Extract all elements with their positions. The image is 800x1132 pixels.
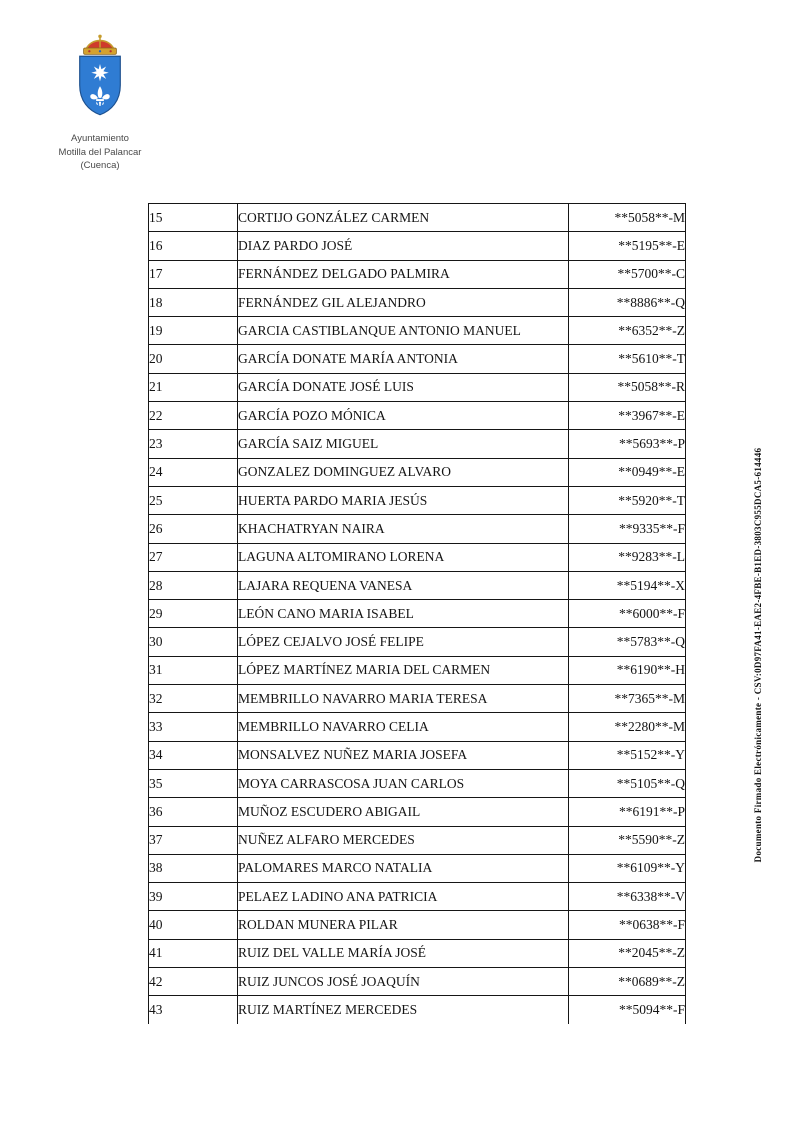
person-dni-cell: **5693**-P — [569, 430, 686, 458]
person-name-cell: GARCÍA DONATE MARÍA ANTONIA — [238, 345, 569, 373]
crown-icon — [84, 35, 117, 55]
person-name-cell: RUIZ MARTÍNEZ MERCEDES — [238, 996, 569, 1024]
row-number-cell: 23 — [149, 430, 238, 458]
row-number-cell: 36 — [149, 798, 238, 826]
person-name-cell: FERNÁNDEZ DELGADO PALMIRA — [238, 260, 569, 288]
row-number-cell: 21 — [149, 373, 238, 401]
row-number-cell: 31 — [149, 656, 238, 684]
row-number-cell: 18 — [149, 288, 238, 316]
person-name-cell: LEÓN CANO MARIA ISABEL — [238, 600, 569, 628]
organization-name — [20, 132, 180, 173]
row-number-cell: 35 — [149, 769, 238, 797]
person-name-cell: LÓPEZ MARTÍNEZ MARIA DEL CARMEN — [238, 656, 569, 684]
row-number-cell: 25 — [149, 486, 238, 514]
person-dni-cell: **6000**-F — [569, 600, 686, 628]
person-dni-cell: **5920**-T — [569, 486, 686, 514]
table-row — [149, 798, 686, 826]
row-number-cell: 28 — [149, 571, 238, 599]
person-name-cell: MUÑOZ ESCUDERO ABIGAIL — [238, 798, 569, 826]
row-number-cell: 38 — [149, 854, 238, 882]
table-row — [149, 713, 686, 741]
person-dni-cell: **5783**-Q — [569, 628, 686, 656]
person-name-cell: GARCÍA DONATE JOSÉ LUIS — [238, 373, 569, 401]
table-row — [149, 741, 686, 769]
row-number-cell: 19 — [149, 317, 238, 345]
municipal-header — [20, 32, 180, 173]
person-dni-cell: **5105**-Q — [569, 769, 686, 797]
person-dni-cell: **6109**-Y — [569, 854, 686, 882]
person-dni-cell: **8886**-Q — [569, 288, 686, 316]
organization-line-2: Motilla del Palancar — [58, 146, 142, 158]
organization-line-1: Ayuntamiento — [71, 133, 129, 144]
table-row — [149, 769, 686, 797]
person-dni-cell: **5058**-R — [569, 373, 686, 401]
person-name-cell: FERNÁNDEZ GIL ALEJANDRO — [238, 288, 569, 316]
row-number-cell: 34 — [149, 741, 238, 769]
row-number-cell: 24 — [149, 458, 238, 486]
table-row — [149, 883, 686, 911]
person-name-cell: GARCÍA POZO MÓNICA — [238, 402, 569, 430]
table-row — [149, 600, 686, 628]
table-row — [149, 458, 686, 486]
row-number-cell: 30 — [149, 628, 238, 656]
row-number-cell: 17 — [149, 260, 238, 288]
table-row — [149, 204, 686, 232]
row-number-cell: 32 — [149, 685, 238, 713]
person-dni-cell: **5700**-C — [569, 260, 686, 288]
table-row — [149, 911, 686, 939]
electronic-signature-csv-text: Documento Firmado Electrónicamente - CSV:0D97FA41-EAE2-4FBE-B1ED-3803C955DCA5-614446 — [753, 447, 763, 863]
table-row — [149, 430, 686, 458]
row-number-cell: 22 — [149, 402, 238, 430]
person-name-cell: KHACHATRYAN NAIRA — [238, 515, 569, 543]
person-dni-cell: **5610**-T — [569, 345, 686, 373]
person-name-cell: MONSALVEZ NUÑEZ MARIA JOSEFA — [238, 741, 569, 769]
row-number-cell: 29 — [149, 600, 238, 628]
person-name-cell: PALOMARES MARCO NATALIA — [238, 854, 569, 882]
person-dni-cell: **5058**-M — [569, 204, 686, 232]
table-row — [149, 288, 686, 316]
person-dni-cell: **0689**-Z — [569, 968, 686, 996]
row-number-cell: 20 — [149, 345, 238, 373]
person-dni-cell: **6190**-H — [569, 656, 686, 684]
table-row — [149, 260, 686, 288]
person-name-cell: GONZALEZ DOMINGUEZ ALVARO — [238, 458, 569, 486]
persons-table-body — [149, 204, 686, 1024]
person-dni-cell: **6338**-V — [569, 883, 686, 911]
person-name-cell: GARCIA CASTIBLANQUE ANTONIO MANUEL — [238, 317, 569, 345]
person-dni-cell: **6352**-Z — [569, 317, 686, 345]
person-name-cell: RUIZ DEL VALLE MARÍA JOSÉ — [238, 939, 569, 967]
row-number-cell: 27 — [149, 543, 238, 571]
table-row — [149, 402, 686, 430]
person-dni-cell: **5094**-F — [569, 996, 686, 1024]
person-dni-cell: **2045**-Z — [569, 939, 686, 967]
table-row — [149, 939, 686, 967]
table-row — [149, 345, 686, 373]
table-row — [149, 854, 686, 882]
person-dni-cell: **5590**-Z — [569, 826, 686, 854]
table-row — [149, 968, 686, 996]
table-row — [149, 996, 686, 1024]
coat-of-arms-icon — [71, 32, 129, 125]
table-row — [149, 232, 686, 260]
person-name-cell: DIAZ PARDO JOSÉ — [238, 232, 569, 260]
table-row — [149, 317, 686, 345]
table-row — [149, 486, 686, 514]
person-dni-cell: **3967**-E — [569, 402, 686, 430]
table-row — [149, 656, 686, 684]
table-row — [149, 685, 686, 713]
person-name-cell: LAGUNA ALTOMIRANO LORENA — [238, 543, 569, 571]
person-dni-cell: **5152**-Y — [569, 741, 686, 769]
row-number-cell: 26 — [149, 515, 238, 543]
row-number-cell: 41 — [149, 939, 238, 967]
row-number-cell: 40 — [149, 911, 238, 939]
person-name-cell: GARCÍA SAIZ MIGUEL — [238, 430, 569, 458]
row-number-cell: 37 — [149, 826, 238, 854]
person-dni-cell: **9283**-L — [569, 543, 686, 571]
person-dni-cell: **7365**-M — [569, 685, 686, 713]
person-name-cell: NUÑEZ ALFARO MERCEDES — [238, 826, 569, 854]
star-icon — [91, 64, 108, 81]
table-row — [149, 826, 686, 854]
row-number-cell: 43 — [149, 996, 238, 1024]
table-row — [149, 373, 686, 401]
person-dni-cell: **0949**-E — [569, 458, 686, 486]
person-name-cell: MOYA CARRASCOSA JUAN CARLOS — [238, 769, 569, 797]
organization-line-3: (Cuenca) — [80, 160, 120, 171]
person-name-cell: MEMBRILLO NAVARRO MARIA TERESA — [238, 685, 569, 713]
row-number-cell: 16 — [149, 232, 238, 260]
row-number-cell: 42 — [149, 968, 238, 996]
person-dni-cell: **6191**-P — [569, 798, 686, 826]
person-name-cell: PELAEZ LADINO ANA PATRICIA — [238, 883, 569, 911]
person-name-cell: MEMBRILLO NAVARRO CELIA — [238, 713, 569, 741]
person-name-cell: LAJARA REQUENA VANESA — [238, 571, 569, 599]
person-name-cell: HUERTA PARDO MARIA JESÚS — [238, 486, 569, 514]
persons-table — [148, 203, 686, 1024]
row-number-cell: 39 — [149, 883, 238, 911]
person-name-cell: CORTIJO GONZÁLEZ CARMEN — [238, 204, 569, 232]
table-row — [149, 571, 686, 599]
row-number-cell: 15 — [149, 204, 238, 232]
person-dni-cell: **9335**-F — [569, 515, 686, 543]
person-name-cell: RUIZ JUNCOS JOSÉ JOAQUÍN — [238, 968, 569, 996]
person-dni-cell: **2280**-M — [569, 713, 686, 741]
table-row — [149, 628, 686, 656]
person-dni-cell: **5194**-X — [569, 571, 686, 599]
table-row — [149, 543, 686, 571]
person-name-cell: ROLDAN MUNERA PILAR — [238, 911, 569, 939]
table-row — [149, 515, 686, 543]
row-number-cell: 33 — [149, 713, 238, 741]
person-dni-cell: **0638**-F — [569, 911, 686, 939]
shield-icon — [80, 56, 121, 114]
person-dni-cell: **5195**-E — [569, 232, 686, 260]
person-name-cell: LÓPEZ CEJALVO JOSÉ FELIPE — [238, 628, 569, 656]
